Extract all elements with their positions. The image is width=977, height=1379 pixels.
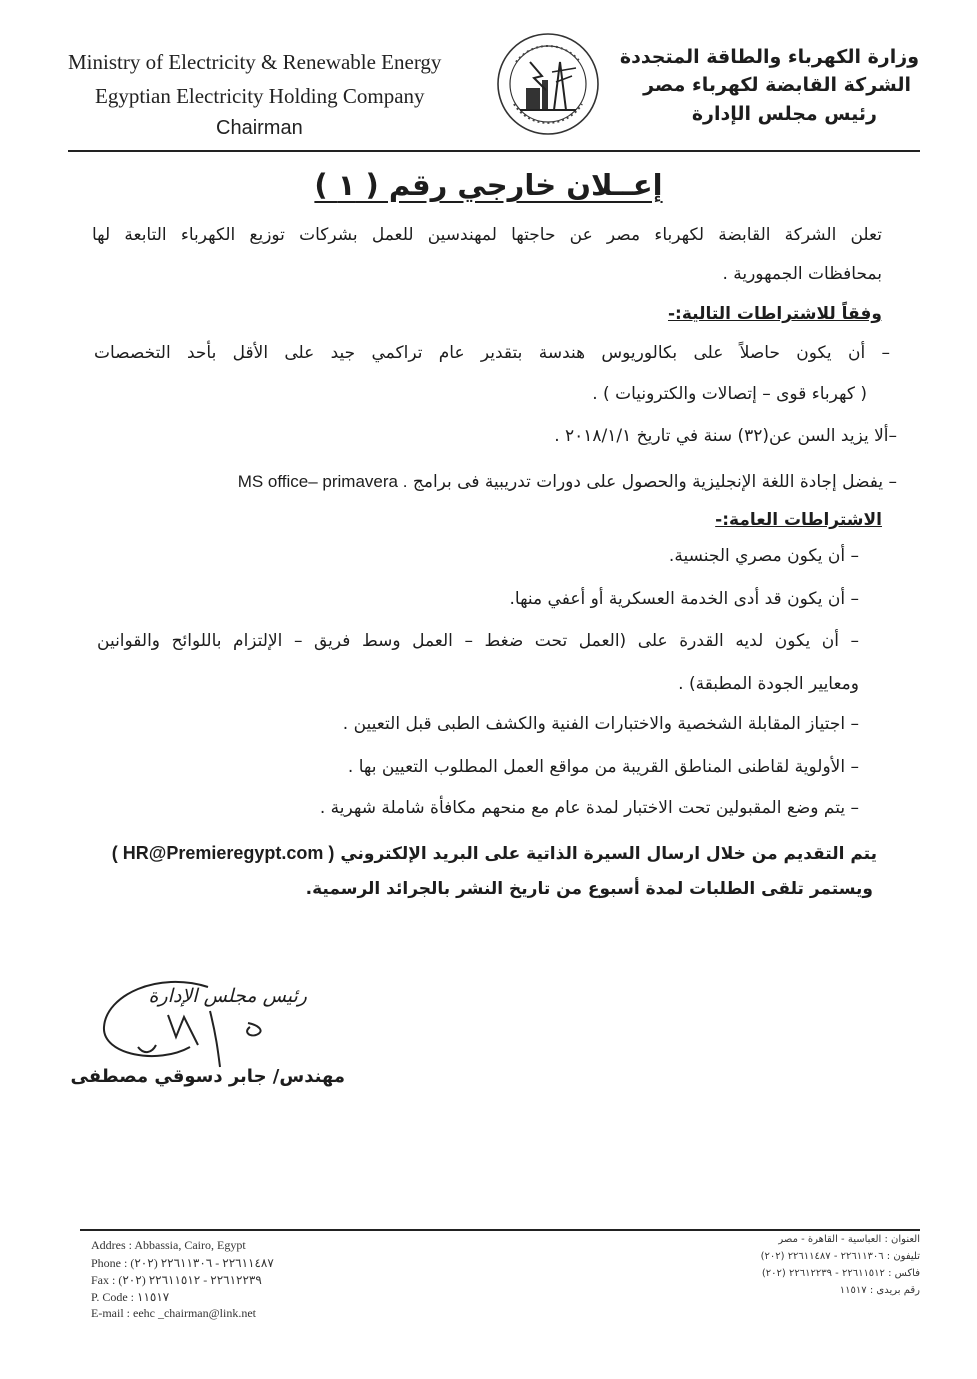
header-divider <box>68 150 920 152</box>
header-company-en: Egyptian Electricity Holding Company <box>95 84 425 108</box>
signature-title: رئيس مجلس الإدارة <box>148 985 307 1007</box>
handwritten-signature <box>98 975 288 1075</box>
intro-line-2: بمحافظات الجمهورية . <box>722 264 882 284</box>
general-item-3-line-2: ومعايير الجودة المطبقة) . <box>678 674 859 694</box>
specific-item-2: –ألا يزيد السن عن(٣٢) سنة في تاريخ ٢٠١٨/١/١ . <box>554 426 897 446</box>
apply-line-1-ar: يتم التقديم من خلال ارسال السيرة الذاتية على البريد الإلكتروني <box>340 844 877 864</box>
header-ministry-en: Ministry of Electricity & Renewable Energy <box>68 50 442 74</box>
general-item-4: – اجتياز المقابلة الشخصية والاختبارات الفنية والكشف الطبى قبل التعيين . <box>342 714 859 734</box>
footer-fax-ar: فاكس : ٢٢٦١١٥١٢ - ٢٢٦١٢٢٣٩ (٢٠٢) <box>761 1268 920 1279</box>
general-item-6: – يتم وضع المقبولين تحت الاختبار لمدة عام مع منحهم مكافأة شاملة شهرية . <box>319 798 859 818</box>
general-item-1: – أن يكون مصري الجنسية. <box>668 546 859 566</box>
apply-line-2: ويستمر تلقى الطلبات لمدة أسبوع من تاريخ النشر بالجرائد الرسمية. <box>305 879 873 899</box>
footer-address-en: Addres : Abbassia, Cairo, Egypt <box>91 1238 246 1252</box>
general-item-3-line-1: – أن يكون لديه القدرة على (العمل تحت ضغط – العمل وسط فريق – الإلتزام باللوائح والقوانين <box>97 631 859 651</box>
footer-pcode-ar: رقم بريدى : ١١٥١٧ <box>839 1285 920 1296</box>
intro-line-1: تعلن الشركة القابضة لكهرباء مصر عن حاجتها لمهندسين للعمل بشركات توزيع الكهرباء التابعة لها <box>92 225 882 245</box>
general-conditions-heading: الاشتراطات العامة:- <box>715 510 882 530</box>
general-item-2: – أن يكون قد أدى الخدمة العسكرية أو أعفي منها. <box>509 589 859 609</box>
apply-email: ( HR@Premieregypt.com ) <box>111 843 335 863</box>
announcement-title: إعــلان خارجي رقم ( ١ ) <box>314 168 663 202</box>
footer-fax-en: Fax : (٢٠٢) ٢٢٦١٢٢٣٩ - ٢٢٦١١٥١٢ <box>91 1273 262 1287</box>
specific-item-3-ar: – يفضل إجادة اللغة الإنجليزية والحصول على دورات تدريبية فى برامج <box>412 472 897 492</box>
footer-phone-ar: تليفون : ٢٢٦١١٣٠٦ - ٢٢٦١١٤٨٧ (٢٠٢) <box>760 1251 920 1262</box>
specific-item-1-line-2: ( كهرباء قوى – إتصالات والكترونيات ) . <box>592 384 867 404</box>
footer-pcode-en: P. Code : ١١٥١٧ <box>91 1290 170 1304</box>
specific-item-1-line-1: – أن يكون حاصلاً على بكالوريوس هندسة بتقدير عام تراكمي جيد على الأقل بأحد التخصصات <box>94 343 890 363</box>
announcement-title-wrap <box>0 168 977 202</box>
footer-address-ar: العنوان : العباسية - القاهرة - مصر <box>778 1234 920 1245</box>
specific-conditions-heading: وفقاً للاشتراطات التالية:- <box>667 304 882 324</box>
header-company-ar: الشركة القابضة لكهرباء مصر <box>643 74 911 96</box>
specific-item-3 <box>238 473 897 491</box>
header-chairman-en: Chairman <box>216 117 303 139</box>
apply-line-1 <box>112 844 877 863</box>
specific-item-3-software: MS office– primavera . <box>237 472 408 491</box>
header-chairman-ar: رئيس مجلس الإدارة <box>691 103 877 125</box>
general-item-5: – الأولوية لقاطنى المناطق القريبة من مواقع العمل المطلوب التعيين بها . <box>347 757 859 777</box>
signatory-name: مهندس/ جابر دسوقي مصطفى <box>70 1066 345 1087</box>
footer-phone-en: Phone : (٢٠٢) ٢٢٦١١٤٨٧ - ٢٢٦١١٣٠٦ <box>91 1256 274 1270</box>
company-seal-logo <box>496 32 600 136</box>
footer-email-en: E-mail : eehc _chairman@link.net <box>91 1306 256 1320</box>
header-ministry-ar: وزارة الكهرباء والطاقة المتجددة <box>619 46 919 68</box>
footer-divider <box>80 1229 920 1231</box>
